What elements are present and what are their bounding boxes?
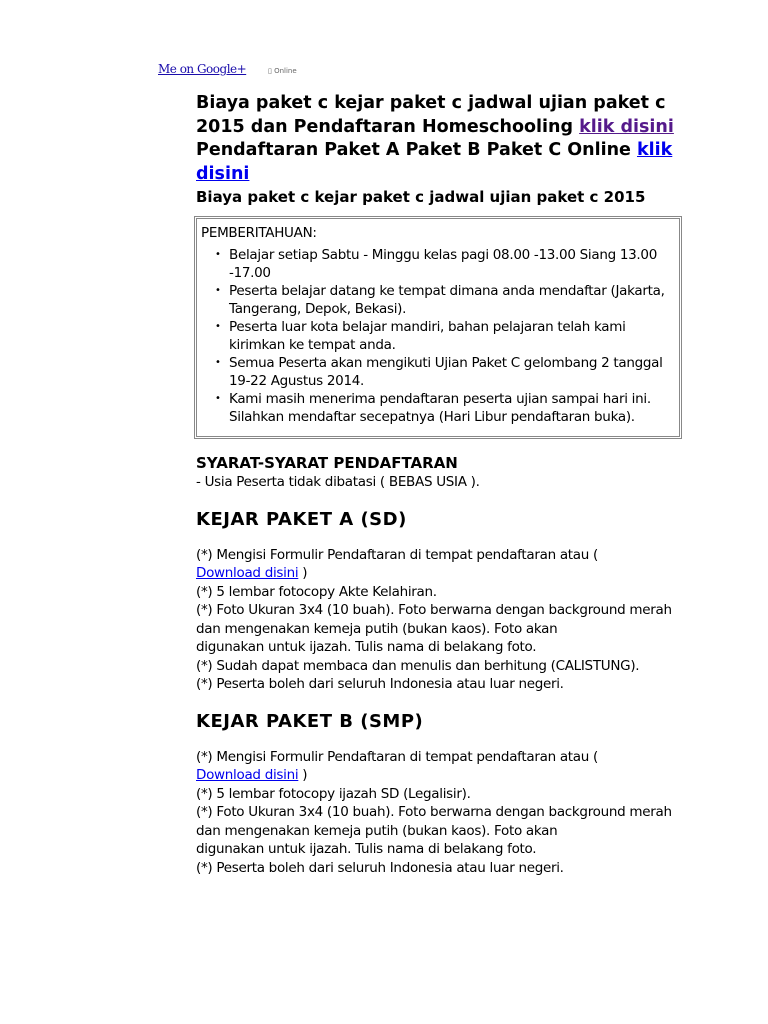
notice-box [194, 216, 682, 439]
notice-item: • Peserta belajar datang ke tempat dimana anda mendaftar (Jakarta, Tangerang, Depok, Bekasi). [229, 282, 675, 318]
req-line: (*) Foto Ukuran 3x4 (10 buah). Foto berwarna dengan background merah dan mengenakan kemeja putih (bukan kaos). Foto akan [196, 804, 672, 839]
subtitle: Biaya paket c kejar paket c jadwal ujian paket c 2015 [196, 188, 646, 206]
req-line: (*) Mengisi Formulir Pendaftaran di tempat pendaftaran atau ( [196, 546, 598, 563]
requirements-heading: SYARAT-SYARAT PENDAFTARAN [196, 454, 458, 472]
req-line-end: ) [298, 565, 308, 581]
top-bar [158, 62, 297, 76]
download-link-b[interactable]: Download disini [196, 767, 299, 783]
req-line: digunakan untuk ijazah. Tulis nama di belakang foto. [196, 841, 537, 857]
req-line: digunakan untuk ijazah. Tulis nama di belakang foto. [196, 639, 537, 655]
download-link-a[interactable]: Download disini [196, 565, 299, 581]
paket-a-requirements [196, 546, 686, 694]
online-registration-link[interactable]: klik disini [196, 140, 673, 184]
req-line: (*) Foto Ukuran 3x4 (10 buah). Foto berwarna dengan background merah dan mengenakan kemeja putih (bukan kaos). Foto akan [196, 602, 672, 637]
page-title [196, 92, 686, 186]
homeschooling-link[interactable]: klik disini [579, 116, 674, 137]
req-line: (*) Mengisi Formulir Pendaftaran di tempat pendaftaran atau ( [196, 748, 598, 765]
article [196, 92, 686, 877]
req-line: (*) Peserta boleh dari seluruh Indonesia atau luar negeri. [196, 859, 564, 876]
req-line: (*) Sudah dapat membaca dan menulis dan berhitung (CALISTUNG). [196, 657, 640, 674]
req-line: (*) 5 lembar fotocopy Akte Kelahiran. [196, 583, 437, 600]
notice-item: • Belajar setiap Sabtu - Minggu kelas pagi 08.00 -13.00 Siang 13.00 -17.00 [229, 246, 675, 282]
notice-heading: PEMBERITAHUAN: [201, 225, 317, 241]
online-status: ▯ Online [268, 67, 297, 75]
req-line-end: ) [298, 767, 308, 783]
notice-item: • Semua Peserta akan mengikuti Ujian Paket C gelombang 2 tanggal 19-22 Agustus 2014. [229, 354, 675, 390]
title-text-2: Pendaftaran Paket A Paket B Paket C Online [196, 140, 638, 160]
req-line: (*) Peserta boleh dari seluruh Indonesia atau luar negeri. [196, 676, 564, 692]
notice-item: • Kami masih menerima pendaftaran peserta ujian sampai hari ini. Silahkan mendaftar secepatnya (Hari Libur pendaftaran buka). [229, 390, 675, 426]
paket-a-heading: KEJAR PAKET A (SD) [196, 508, 407, 530]
notice-item: • Peserta luar kota belajar mandiri, bahan pelajaran telah kami kirimkan ke tempat anda. [229, 318, 675, 354]
paket-b-requirements [196, 748, 686, 878]
requirements-text: - Usia Peserta tidak dibatasi ( BEBAS USIA ). [196, 474, 480, 490]
title-text: Biaya paket c kejar paket c jadwal ujian paket c 2015 dan Pendaftaran Homeschooling [196, 93, 666, 137]
req-line: (*) 5 lembar fotocopy ijazah SD (Legalisir). [196, 785, 471, 802]
paket-b-heading: KEJAR PAKET B (SMP) [196, 710, 424, 732]
online-label: Online [274, 67, 297, 75]
google-plus-link[interactable]: Me on Google+ [158, 62, 247, 76]
